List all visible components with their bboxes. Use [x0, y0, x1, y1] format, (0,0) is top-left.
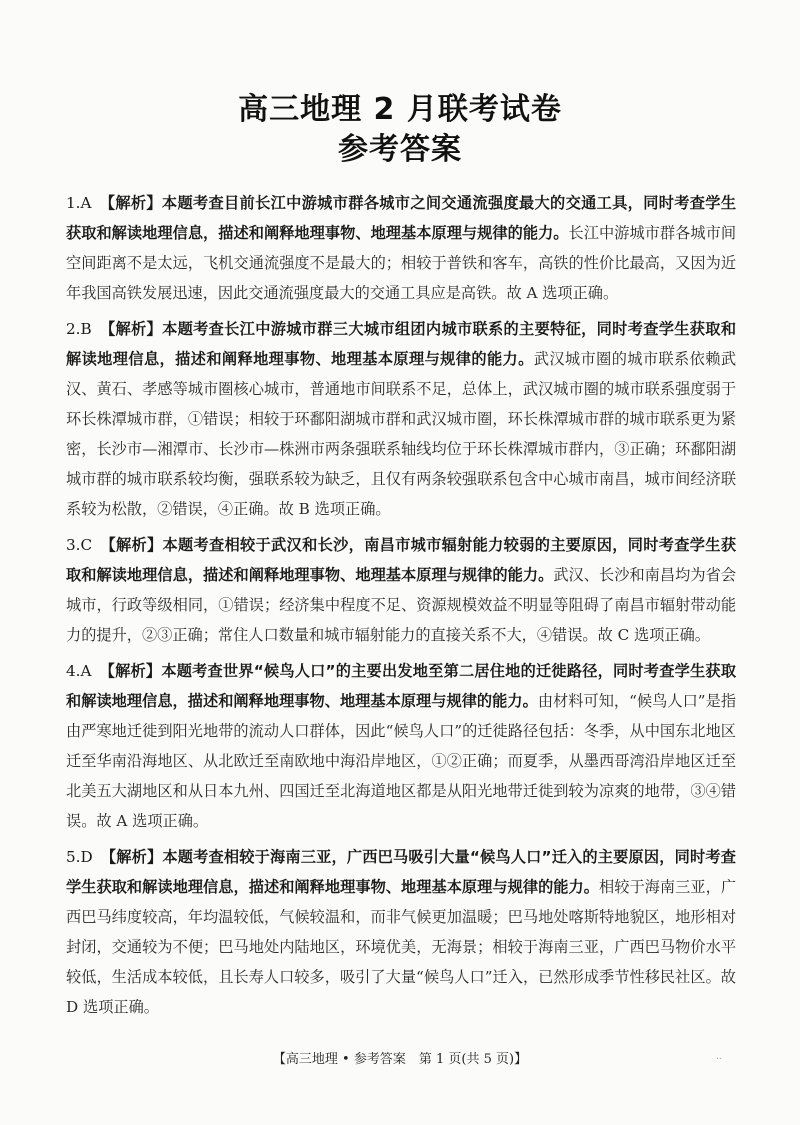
analysis-explanation: 长江中游城市群各城市间空间距离不是太远，飞机交通流强度不是最大的；相较于普铁和客车，高铁的性价比最高，又因为近年我国高铁发展迅速，因此交通流强度最大的交通工具应是高铁。故 A 选项正确。 [66, 224, 737, 302]
analysis-summary: 本题考查目前长江中游城市群各城市之间交通流强度最大的交通工具，同时考查学生获取和解读地理信息，描述和阐释地理事物、地理基本原理与规律的能力。 [66, 194, 737, 242]
analysis-summary: 本题考查相较于海南三亚，广西巴马吸引大量“候鸟人口”迁入的主要原因，同时考查学生获取和解读地理信息，描述和阐释地理事物、地理基本原理与规律的能力。 [66, 848, 736, 896]
answer-item-5 [66, 842, 736, 1022]
page-footer: 【高三地理 • 参考答案 第 1 页(共 5 页)】 [272, 1052, 528, 1067]
answer-number: 2.B [66, 320, 92, 338]
answer-number: 4.A [66, 662, 92, 680]
analysis-summary: 本题考查长江中游城市群三大城市组团内城市联系的主要特征，同时考查学生获取和解读地理信息，描述和阐释地理事物、地理基本原理与规律的能力。 [66, 320, 737, 368]
analysis-explanation: 武汉、长沙和南昌均为省会城市，行政等级相同，①错误；经济集中程度不足、资源规模效益不明显等阻碍了南昌市辐射带动能力的提升，②③正确；常住人口数量和城市辐射能力的直接关系不大，④错误。故 C 选项正确。 [66, 566, 737, 644]
analysis-tag: 【解析】 [100, 536, 163, 554]
answer-number: 5.D [66, 848, 93, 866]
answer-item-4 [66, 656, 736, 836]
exam-title: 高三地理 2 月联考试卷 [238, 92, 562, 127]
analysis-explanation: 武汉城市圈的城市联系依赖武汉、黄石、孝感等城市圈核心城市，普通地市间联系不足，总体上，武汉城市圈的城市联系强度弱于环长株潭城市群，①错误；相较于环鄱阳湖城市群和武汉城市圈，环长株潭城市群的城市联系更为紧密，长沙市—湘潭市、长沙市—株洲市两条强联系轴线均位于环长株潭城市群内，③正确；环鄱阳湖城市群的城市联系较均衡，强联系较为缺乏，且仅有两条较强联系包含中心城市南昌，城市间经济联系较为松散，②错误，④正确。故 B 选项正确。 [66, 350, 737, 518]
answer-item-3 [66, 530, 736, 650]
analysis-explanation: 相较于海南三亚，广西巴马纬度较高，年均温较低，气候较温和，而非气候更加温暖；巴马地处喀斯特地貌区，地形相对封闭，交通较为不便；巴马地处内陆地区，环境优美，无海景；相较于海南三亚，广西巴马物价水平较低，生活成本较低，且长寿人口较多，吸引了大量“候鸟人口”迁入，已然形成季节性移民社区。故 D 选项正确。 [66, 878, 737, 1016]
analysis-tag: 【解析】 [99, 320, 163, 338]
analysis-tag: 【解析】 [99, 194, 162, 212]
answer-number: 3.C [66, 536, 93, 554]
answer-key-heading: 参考答案 [338, 132, 462, 167]
analysis-explanation: 由材料可知，“候鸟人口”是指由严寒地迁徙到阳光地带的流动人口群体，因此“候鸟人口”的迁徙路径包括：冬季，从中国东北地区迁至华南沿海地区、从北欧迁至南欧地中海沿岸地区，①②正确；而夏季，从墨西哥湾沿岸地区迁至北美五大湖地区和从日本九州、四国迁至北海道地区都是从阳光地带迁徙到较为凉爽的地带，③④错误。故 A 选项正确。 [66, 692, 737, 830]
answer-number: 1.A [66, 194, 92, 212]
analysis-tag: 【解析】 [100, 848, 163, 866]
analysis-summary: 本题考查相较于武汉和长沙，南昌市城市辐射能力较弱的主要原因，同时考查学生获取和解读地理信息，描述和阐释地理事物、地理基本原理与规律的能力。 [66, 536, 737, 584]
corner-mark: .. [716, 1052, 722, 1062]
analysis-summary: 本题考查世界“候鸟人口”的主要出发地至第二居住地的迁徙路径，同时考查学生获取和解读地理信息，描述和阐释地理事物、地理基本原理与规律的能力。 [66, 662, 737, 710]
answer-item-1 [66, 188, 736, 308]
answer-list [66, 188, 736, 1028]
answer-item-2 [66, 314, 736, 524]
analysis-tag: 【解析】 [99, 662, 162, 680]
